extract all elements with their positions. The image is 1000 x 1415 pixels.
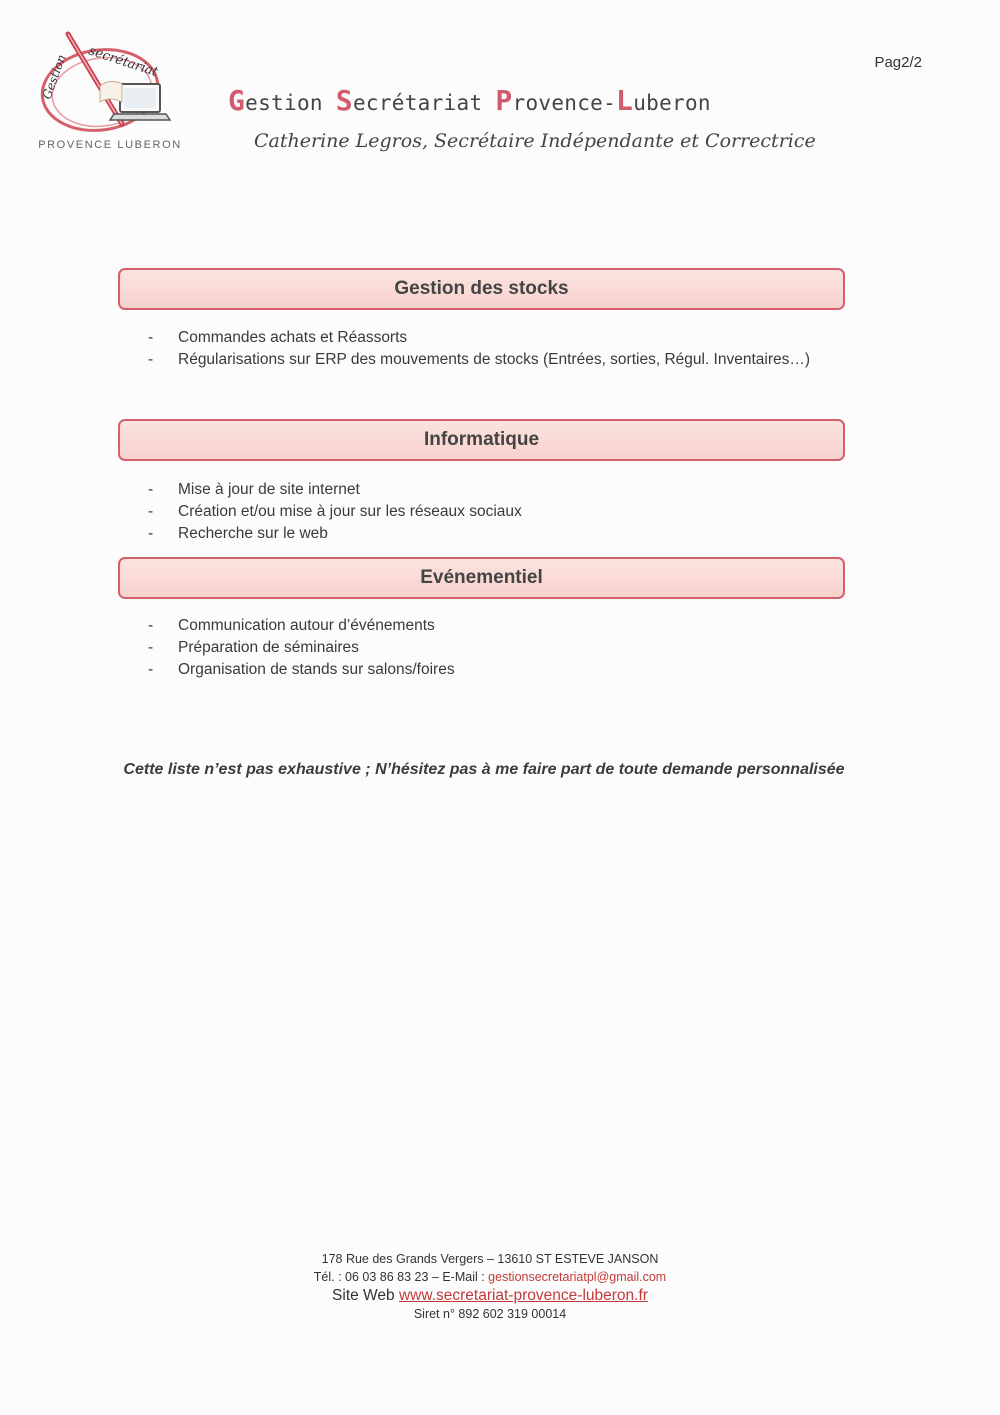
list-item: - Organisation de stands sur salons/foires: [148, 659, 455, 681]
footer-contact: [0, 1268, 980, 1286]
list-item: - Régularisations sur ERP des mouvements de stocks (Entrées, sorties, Régul. Inventaires…): [148, 349, 810, 371]
list-item: - Communication autour d’événements: [148, 615, 455, 637]
logo-caption: PROVENCE LUBERON: [38, 139, 182, 151]
organization-name: [228, 84, 711, 117]
org-name-part: ecrétariat: [352, 91, 496, 115]
org-name-initial: P: [495, 84, 513, 117]
section-title-stocks: Gestion des stocks: [118, 268, 845, 310]
list-item: - Recherche sur le web: [148, 523, 522, 545]
footer-website-label: Site Web: [332, 1287, 399, 1304]
tagline: Catherine Legros, Secrétaire Indépendante et Correctrice: [254, 130, 816, 152]
section-list-evenementiel: [148, 615, 455, 681]
section-list-informatique: [148, 479, 522, 545]
footer-phone: Tél. : 06 03 86 83 23 – E-Mail :: [313, 1270, 489, 1284]
page-number: Pag2/2: [874, 54, 922, 71]
org-name-part: rovence-: [512, 91, 617, 115]
logo-script-top: secrétariat: [86, 43, 160, 81]
footer-website: [0, 1286, 980, 1305]
org-name-initial: G: [228, 84, 246, 117]
footer-address: 178 Rue des Grands Vergers – 13610 ST ESTEVE JANSON: [321, 1252, 659, 1266]
logo-graphic: [30, 28, 190, 143]
org-name-part: uberon: [633, 91, 711, 115]
closing-note: Cette liste n’est pas exhaustive ; N’hésitez pas à me faire part de toute demande personnalisée: [123, 761, 845, 778]
logo-script-left: Gestion: [39, 52, 69, 102]
section-title-evenementiel: Evénementiel: [118, 557, 845, 599]
section-title-informatique: Informatique: [118, 419, 845, 461]
org-name-initial: S: [335, 84, 353, 117]
footer: [0, 1250, 980, 1323]
section-list-stocks: [148, 327, 810, 371]
company-logo: [30, 28, 190, 156]
org-name-initial: L: [616, 84, 634, 117]
footer-website-link[interactable]: www.secretariat-provence-luberon.fr: [398, 1287, 648, 1304]
list-item: - Création et/ou mise à jour sur les réseaux sociaux: [148, 501, 522, 523]
footer-email-link[interactable]: gestionsecretariatpl@gmail.com: [488, 1270, 667, 1284]
list-item: - Commandes achats et Réassorts: [148, 327, 810, 349]
list-item: - Préparation de séminaires: [148, 637, 455, 659]
list-item: - Mise à jour de site internet: [148, 479, 522, 501]
org-name-part: estion: [245, 91, 336, 115]
footer-siret: Siret n° 892 602 319 00014: [413, 1307, 567, 1321]
